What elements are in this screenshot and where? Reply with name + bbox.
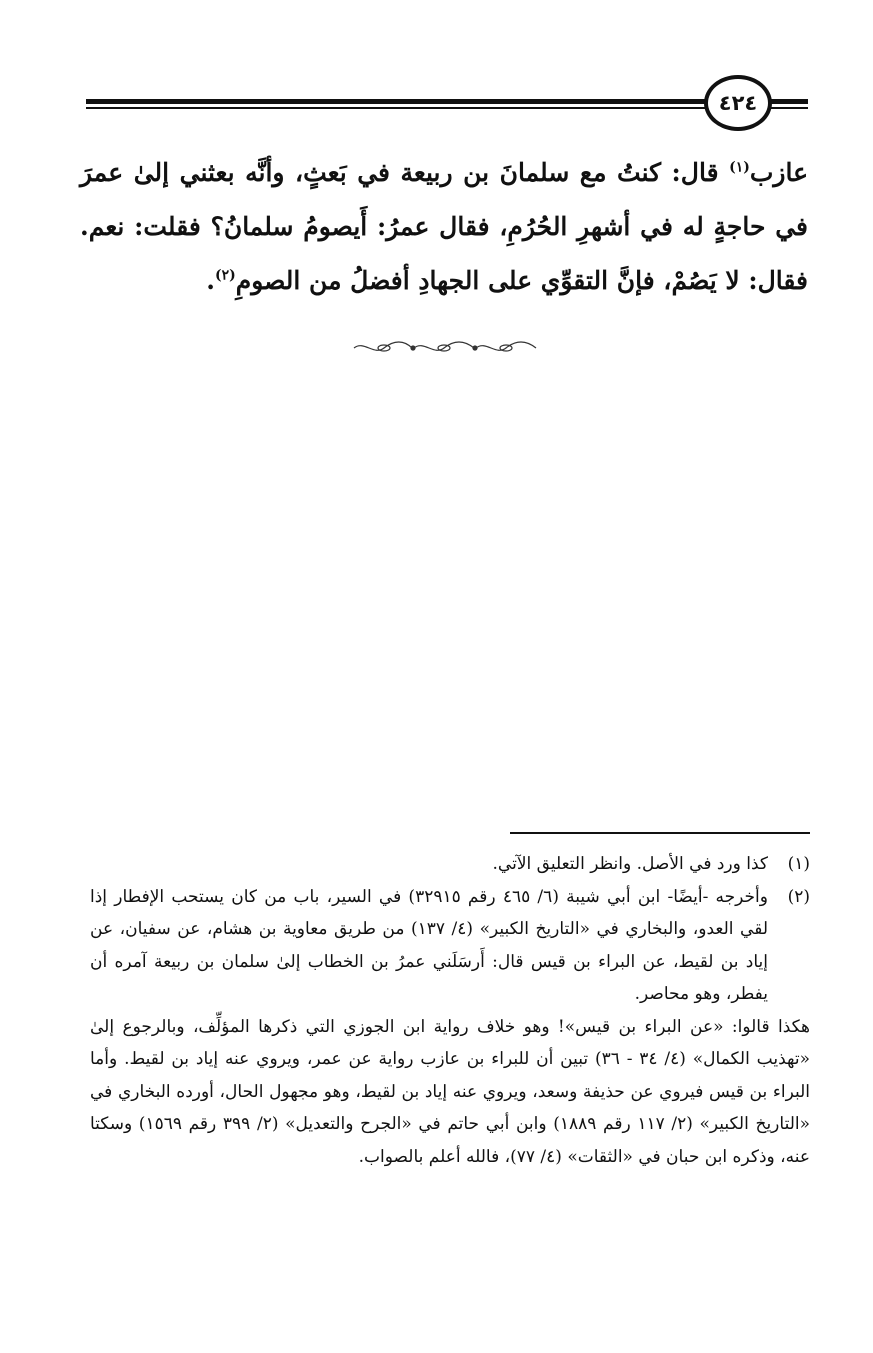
footnotes (90, 848, 810, 1173)
main-text-end: . (206, 266, 215, 295)
main-paragraph (80, 146, 808, 308)
footnote-text: وأخرجه -أيضًا- ابن أبي شيبة (٦/ ٤٦٥ رقم ٣٢٩١٥) في السير، باب من كان يستحب الإفطار إذا لقي العدو، والبخاري في «التاريخ الكبير» (٤/ ١٣٧) من طريق معاوية بن هشام، عن سفيان، عن إياد بن لقيط، عن البراء بن قيس قال: أَرسَلَني عمرُ بن الخطاب إلىٰ سلمان بن ربيعة آمره أن يفطر، وهو محاصر. (90, 886, 768, 1004)
footnote-number: (٢) (787, 886, 810, 907)
header-rule-thick (86, 99, 710, 104)
footnote-text: كذا ورد في الأصل. وانظر التعليق الآتي. (492, 854, 768, 874)
footnote-1 (90, 848, 810, 881)
footnote-number: (١) (787, 854, 810, 874)
footnote-separator (510, 832, 810, 834)
main-text-start: عازب (749, 158, 808, 187)
header-rule-thin (86, 107, 710, 109)
footnote-2 (90, 881, 810, 1011)
page-number: ٤٢٤ (718, 91, 758, 115)
decorative-ornament (350, 337, 540, 359)
footnote-ref-2[interactable]: (٢) (214, 267, 236, 284)
footnote-ref-1[interactable]: (١) (729, 159, 750, 176)
page-number-oval (704, 75, 772, 131)
footnote-continuation: هكذا قالوا: «عن البراء بن قيس»! وهو خلاف رواية ابن الجوزي التي ذكرها المؤلِّف، وبالرجوع إلىٰ «تهذيب الكمال» (٤/ ٣٤ - ٣٦) تبين أن للبراء بن عازب رواية عن عمر، ويروي عنه إياد بن لقيط. وأما البراء بن قيس فيروي عن حذيفة وسعد، ويروي عنه إياد بن لقيط، وهو مجهول الحال، أورده البخاري في «التاريخ الكبير» (٢/ ١١٧ رقم ١٨٨٩) وابن أبي حاتم في «الجرح والتعديل» (٢/ ٣٩٩ رقم ١٥٦٩) وسكتا عنه، وذكره ابن حبان في «الثقات» (٤/ ٧٧)، فالله أعلم بالصواب. (90, 1016, 811, 1167)
main-text (80, 146, 808, 308)
main-text-body: قال: كنتُ مع سلمانَ بن ربيعة في بَعثٍ، وأنَّه بعثني إلىٰ عمرَ في حاجةٍ له في أشهرِ الحُرُمِ، فقال عمرُ: أَيصومُ سلمانُ؟ فقلت: نعم. فقال: لا يَصُمْ، فإنَّ التقوِّي على الجهادِ أفضلُ من الصومِ (80, 158, 808, 295)
